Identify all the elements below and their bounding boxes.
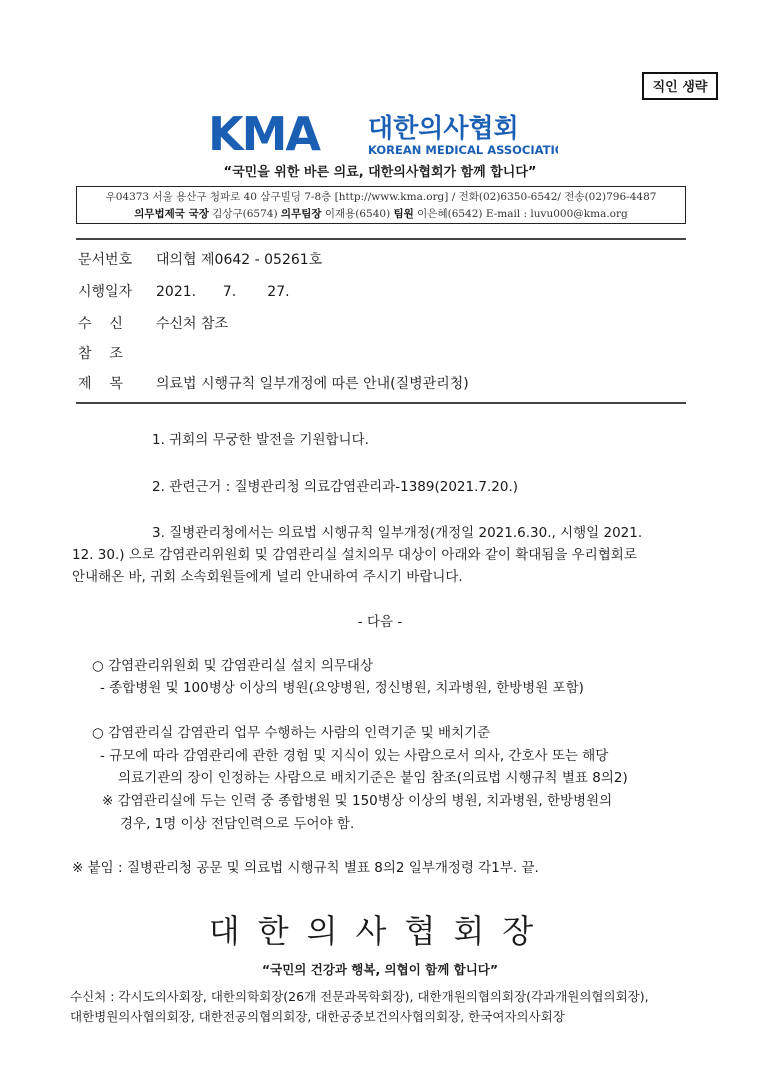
dept-name: 김상구(6574) xyxy=(208,208,281,220)
item2-sub-line1: - 규모에 따라 감염관리에 관한 경험 및 지식이 있는 사람으로서 의사, 간호사 또는 해당 xyxy=(100,748,609,764)
kma-logo xyxy=(208,110,558,158)
subject-value: 의료법 시행규칙 일부개정에 따른 안내(질병관리청) xyxy=(156,376,469,392)
meta-subject xyxy=(78,374,469,394)
dept-label: 의무법제국 국장 xyxy=(134,208,209,220)
to-label: 수 신 xyxy=(78,316,123,332)
paragraph-2: 2. 관련근거 : 질병관리청 의료감염관리과-1389(2021.7.20.) xyxy=(152,479,519,495)
item2-note-line2: 경우, 1명 이상 전담인력으로 두어야 함. xyxy=(120,816,355,832)
kma-logo-mark xyxy=(208,110,558,158)
slogan-bottom: “국민의 건강과 행복, 의협이 함께 합니다” xyxy=(261,962,499,977)
divider-top xyxy=(76,238,686,240)
item2-note-line1: ※ 감염관리실에 두는 인력 중 종합병원 및 150병상 이상의 병원, 치과병원, 한방병원의 xyxy=(102,793,613,809)
recipients-line1: 수신처 : 각시도의사회장, 대한의학회장(26개 전문과목학회장), 대한개원의협의회장(각과개원의협의회장), xyxy=(70,989,649,1004)
seal-omitted-stamp: 직인 생략 xyxy=(642,72,718,100)
meta-reference xyxy=(78,344,156,364)
item1-sub: - 종합병원 및 100병상 이상의 병원(요양병원, 정신병원, 치과병원, 한방병원 포함) xyxy=(100,680,584,696)
slogan-top: “국민을 위한 바른 의료, 대한의사협회가 함께 합니다” xyxy=(223,165,537,180)
recipients-list xyxy=(70,987,700,1027)
doc-no-label: 문서번호 xyxy=(78,252,133,268)
meta-doc-no xyxy=(78,250,322,270)
staff-label: 팀원 xyxy=(393,208,414,220)
logo-mark-text: KMA xyxy=(208,110,320,158)
contact-address-line: 우04373 서울 용산구 청파로 40 삼구빌딩 7-8층 [http://www.kma.org] / 전화(02)6350-6542/ 전송(02)796-4487 xyxy=(105,191,657,203)
logo-name-en: KOREAN MEDICAL ASSOCIATION xyxy=(368,143,558,157)
contact-box xyxy=(76,186,686,224)
attachment-note: ※ 붙임 : 질병관리청 공문 및 의료법 시행규칙 별표 8의2 일부개정령 각1부. 끝. xyxy=(72,860,539,876)
next-heading: - 다음 - xyxy=(357,614,403,630)
signature-title: 대한의사협회장 xyxy=(208,912,552,950)
team-name: 이재용(6540) xyxy=(321,208,394,220)
item2-sub-line2: 의료기관의 장이 인정하는 사람으로 배치기준은 붙임 참조(의료법 시행규칙 별표 8의2) xyxy=(118,770,628,786)
ref-label: 참 조 xyxy=(78,346,123,362)
date-label: 시행일자 xyxy=(78,284,133,300)
logo-name-ko: 대한의사협회 xyxy=(368,114,519,144)
contact-staff-line xyxy=(77,206,685,223)
paragraph-3-line3: 안내해온 바, 귀회 소속회원들에게 널리 안내하여 주시기 바랍니다. xyxy=(72,569,463,585)
paragraph-3-line1: 3. 질병관리청에서는 의료법 시행규칙 일부개정(개정일 2021.6.30., 시행일 2021. xyxy=(152,525,643,541)
paragraph-3-line2: 12. 30.) 으로 감염관리위원회 및 감염관리실 설치의무 대상이 아래와 같이 확대됨을 우리협회로 xyxy=(72,547,637,563)
date-value: 2021. 7. 27. xyxy=(156,284,290,300)
item2-title: ○ 감염관리실 감염관리 업무 수행하는 사람의 인력기준 및 배치기준 xyxy=(92,725,491,741)
item1-title: ○ 감염관리위원회 및 감염관리실 설치 의무대상 xyxy=(92,658,374,674)
meta-date xyxy=(78,282,290,302)
subject-label: 제 목 xyxy=(78,376,123,392)
staff-name: 이은혜(6542) E-mail : luvu000@kma.org xyxy=(413,208,628,220)
recipients-line2: 대한병원의사협의회장, 대한전공의협의회장, 대한공중보건의사협의회장, 한국여자의사회장 xyxy=(70,1009,565,1024)
paragraph-1: 1. 귀회의 무궁한 발전을 기원합니다. xyxy=(152,432,369,448)
team-label: 의무팀장 xyxy=(280,208,322,220)
divider-bottom xyxy=(76,402,686,404)
doc-no-value: 대의협 제0642 - 05261호 xyxy=(156,252,323,268)
to-value: 수신처 참조 xyxy=(156,316,229,332)
meta-recipient xyxy=(78,314,228,334)
